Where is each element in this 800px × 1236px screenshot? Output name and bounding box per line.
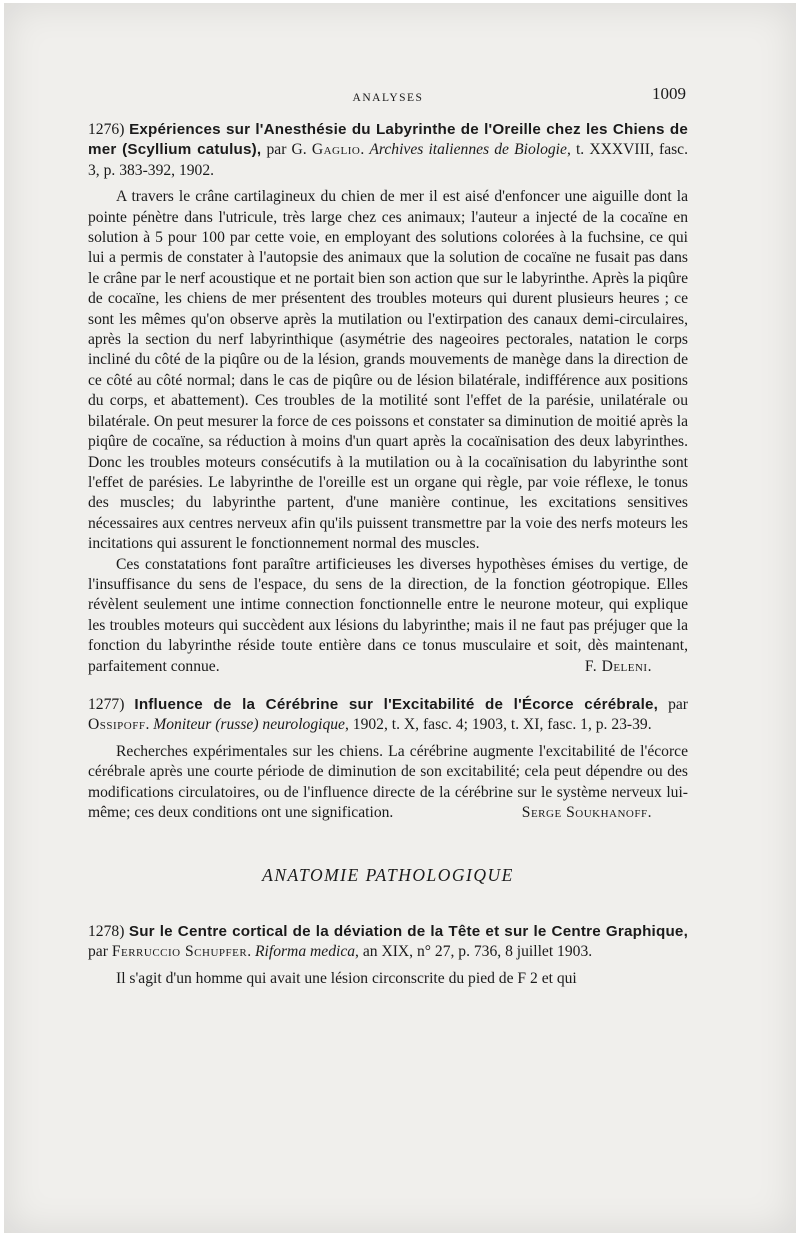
entry-paragraph-text: Recherches expérimentales sur les chiens. La cérébrine augmente l'excitabilité de l'écorce cérébrale après une courte période de diminution de son excitabilité; cela peut dépendre ou des modifications circulatoires, ou de l'influence directe de la cérébrine sur le système nerveux lui-même; ces deux conditions ont une signification. xyxy=(88,742,688,821)
entry-by: par G. xyxy=(261,141,312,159)
entry-signature: F. Deleni. xyxy=(584,657,652,675)
entry-title: Influence de la Cérébrine sur l'Excitabilité de l'Écorce cérébrale, xyxy=(134,695,659,713)
entry-paragraph xyxy=(88,555,688,677)
entry-paragraph-text: Ces constatations font paraître artificieuses les diverses hypothèses émises du vertige, de l'insuffisance du sens de l'espace, du sens de la direction, de la fonction géotropique. Elles révèlent seulement une intime connection fonctionnelle entre le neurone moteur, qui explique les troubles moteurs qui succèdent aux lésions du labyrinthe; mais il ne faut pas préjuger que la fonction du labyrinthe réside toute entière dans ce tonus musculaire et soit, dès maintenant, parfaitement connue. xyxy=(88,555,688,675)
entry-paragraph: A travers le crâne cartilagineux du chien de mer il est aisé d'enfoncer une aiguille dont la pointe pénètre dans l'utricule, très large chez ces animaux; l'auteur a injecté de la cocaïne en solution à 5 pour 100 par cette voie, en employant des solutions colorées à la fuchsine, ce qui lui a permis de constater à l'autopsie des animaux que la solution de cocaïne ne fusait pas dans le crâne par le nerf acoustique et ne portait bien son action que sur le labyrinthe. Après la piqûre de cocaïne, les chiens de mer présentent des troubles moteurs qui durent plusieurs heures ; ce sont les mêmes qu'on observe après la mutilation ou l'extirpation des canaux demi-circulaires, après la section du nerf labyrinthique (asymétrie des nageoires pectorales, natation le corps incliné du côté de la piqûre ou de la lésion, grands mouvements de manège dans la direction de ce côté au côté normal; dans le cas de piqûre ou de lésion bilatérale, indifférence aux positions du corps, et abattement). Ces troubles de la motilité sont l'effet de la parésie, unilatérale ou bilatérale. On peut mesurer la force de ces poissons et constater sa diminution de moitié après la piqûre de cocaïne, sa réduction à moins d'un quart après la cocaïnisation des deux labyrinthes. Donc les troubles moteurs consécutifs à la mutilation ou à la cocaïnisation du labyrinthe sont l'effet de parésies. Le labyrinthe de l'oreille est un organe qui règle, par voie réflexe, le tonus des muscles; du labyrinthe partent, d'une manière continue, les excitations sensitives nécessaires aux centres nerveux afin qu'ils puissent transmettre par la voie des nerfs moteurs les incitations qui assurent le fonctionnement normal des muscles. xyxy=(88,188,688,553)
entry-number: 1276) xyxy=(88,121,125,138)
entry-1278 xyxy=(88,922,688,989)
entry-1276 xyxy=(88,120,688,677)
entry-number: 1277) xyxy=(88,695,125,713)
section-heading: ANATOMIE PATHOLOGIQUE xyxy=(262,865,514,886)
entry-sep: . xyxy=(360,141,370,159)
entry-paragraph: Il s'agit d'un homme qui avait une lésion circonscrite du pied de F 2 et qui xyxy=(116,969,577,987)
document-page xyxy=(88,84,688,1007)
entry-journal: Archives italiennes de Biologie xyxy=(369,141,567,159)
entry-journal: Riforma medica xyxy=(255,943,356,961)
entry-author: Gaglio xyxy=(311,141,361,159)
running-header xyxy=(88,84,688,106)
page-number: 1009 xyxy=(652,84,686,103)
entry-paragraph xyxy=(88,742,688,824)
entry-sep: . xyxy=(247,943,255,961)
entry-title: Sur le Centre cortical de la déviation de la Tête et sur le Centre Graphique, xyxy=(128,922,688,940)
entry-details: , t. XXXVIII, fasc. 3, p. 383-392, 1902. xyxy=(88,141,688,179)
entry-number: 1278) xyxy=(88,922,125,940)
running-title: ANALYSES xyxy=(352,92,424,104)
entry-sep: . xyxy=(145,716,154,734)
entry-details: , an XIX, n° 27, p. 736, 8 juillet 1903. xyxy=(355,943,593,961)
entry-heading xyxy=(88,695,688,736)
entry-title: Expériences sur l'Anesthésie du Labyrinthe de l'Oreille chez les Chiens de mer (Scyllium catulus), xyxy=(88,121,688,159)
entry-details: , 1902, t. X, fasc. 4; 1903, t. XI, fasc. 1, p. 23-39. xyxy=(344,716,652,734)
entry-journal: Moniteur (russe) neurologique xyxy=(153,716,345,734)
entry-by: par xyxy=(88,943,112,961)
entry-author: Ossipoff xyxy=(88,716,146,734)
entry-heading xyxy=(88,120,688,181)
entry-author: Ferruccio Schupfer xyxy=(111,943,248,961)
entry-1277 xyxy=(88,695,688,823)
entry-by: par xyxy=(658,695,689,713)
entry-signature: Serge Soukhanoff. xyxy=(521,804,652,821)
entry-heading xyxy=(88,922,688,963)
